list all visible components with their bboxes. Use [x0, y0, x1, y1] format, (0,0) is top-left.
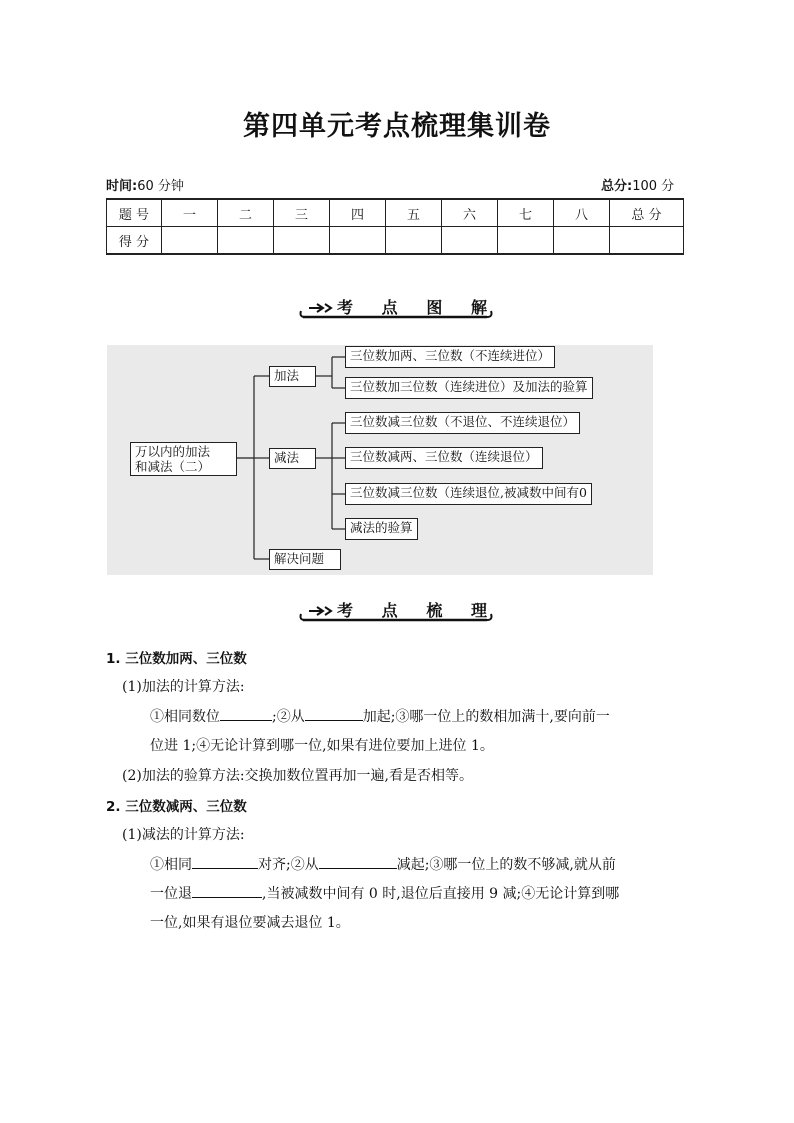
banner-char: 点: [381, 601, 398, 620]
diagram-sub-item: 三位数减三位数（连续退位,被减数中间有0: [345, 483, 592, 505]
diagram-sub-item: 减法的验算: [345, 518, 418, 540]
fill-blank[interactable]: [305, 706, 363, 721]
fill-blank[interactable]: [192, 854, 258, 869]
text-run: 一位退: [150, 886, 192, 902]
section-banner-diagram: [297, 291, 497, 325]
banner-char: 梳: [426, 601, 443, 620]
text-run: ①相同: [150, 857, 192, 873]
text-run: ①相同数位: [150, 709, 220, 725]
sub-heading: (1)加法的计算方法:: [122, 679, 245, 695]
score-cell[interactable]: [386, 227, 442, 255]
concept-diagram: [107, 345, 653, 575]
score-header-cell: 一: [162, 199, 218, 227]
section-banner-review: [297, 594, 497, 628]
score-cell[interactable]: [274, 227, 330, 255]
sub-heading: (1)减法的计算方法:: [122, 827, 245, 843]
score-cell[interactable]: [498, 227, 554, 255]
diagram-root-line: 和减法（二）: [135, 459, 211, 474]
banner-char: 考: [337, 298, 354, 317]
text-run: ;②从: [272, 709, 305, 725]
paragraph-line: [150, 883, 619, 903]
time-label: 时间:: [106, 179, 138, 194]
score-cell[interactable]: [442, 227, 498, 255]
diagram-add-item: 三位数加两、三位数（不连续进位）: [345, 346, 555, 368]
heading-subtraction: 2. 三位数减两、三位数: [106, 799, 247, 815]
fill-blank[interactable]: [220, 706, 272, 721]
diagram-sub-item: 三位数减两、三位数（连续退位）: [345, 447, 543, 469]
total-label: 总分:: [601, 179, 633, 194]
sub-heading: (2)加法的验算方法:交换加数位置再加一遍,看是否相等。: [122, 768, 473, 784]
score-header-cell: 八: [554, 199, 610, 227]
score-table: [106, 198, 684, 255]
text-run: 加起;③哪一位上的数相加满十,要向前一: [362, 709, 610, 725]
heading-addition: 1. 三位数加两、三位数: [106, 651, 247, 667]
score-header-cell: 六: [442, 199, 498, 227]
diagram-root: [130, 442, 237, 476]
paragraph-line: 位进 1;④无论计算到哪一位,如果有进位要加上进位 1。: [150, 738, 494, 754]
text-run: 对齐;②从: [258, 857, 319, 873]
text-run: ,当被减数中间有 0 时,退位后直接用 9 减;④无论计算到哪: [262, 886, 620, 902]
score-header-cell: 题 号: [107, 199, 162, 227]
fill-blank[interactable]: [319, 854, 397, 869]
score-cell[interactable]: [554, 227, 610, 255]
score-header-cell: 五: [386, 199, 442, 227]
score-cell[interactable]: [610, 227, 684, 255]
score-header-cell: 七: [498, 199, 554, 227]
paragraph-line: 一位,如果有退位要减去退位 1。: [150, 915, 350, 931]
score-cell[interactable]: [218, 227, 274, 255]
score-header-row: [107, 199, 684, 227]
fill-blank[interactable]: [192, 883, 262, 898]
score-header-cell: 四: [330, 199, 386, 227]
score-cell[interactable]: [162, 227, 218, 255]
score-header-cell: 二: [218, 199, 274, 227]
score-cell[interactable]: [330, 227, 386, 255]
banner-char: 解: [470, 298, 487, 317]
diagram-node-add: 加法: [269, 366, 316, 387]
score-row-label: 得 分: [107, 227, 162, 255]
paragraph-line: [150, 706, 610, 726]
diagram-sub-item: 三位数减三位数（不退位、不连续退位）: [345, 412, 580, 434]
banner-char: 考: [337, 601, 354, 620]
diagram-node-solve: 解决问题: [269, 549, 341, 570]
banner-char: 点: [381, 298, 398, 317]
paragraph-line: [150, 854, 616, 874]
score-row: [107, 227, 684, 255]
diagram-node-sub: 减法: [269, 448, 316, 469]
time-info: [106, 175, 184, 194]
page-title: 第四单元考点梳理集训卷: [243, 111, 551, 142]
score-header-cell: 总 分: [610, 199, 684, 227]
score-header-cell: 三: [274, 199, 330, 227]
total-value: 100 分: [632, 179, 675, 194]
banner-char: 图: [426, 298, 443, 317]
total-info: [601, 175, 674, 194]
banner-char: 理: [470, 601, 487, 620]
text-run: 减起;③哪一位上的数不够减,就从前: [396, 857, 616, 873]
time-value: 60 分钟: [137, 179, 184, 194]
diagram-add-item: 三位数加三位数（连续进位）及加法的验算: [345, 377, 593, 399]
diagram-root-line: 万以内的加法: [135, 444, 211, 459]
